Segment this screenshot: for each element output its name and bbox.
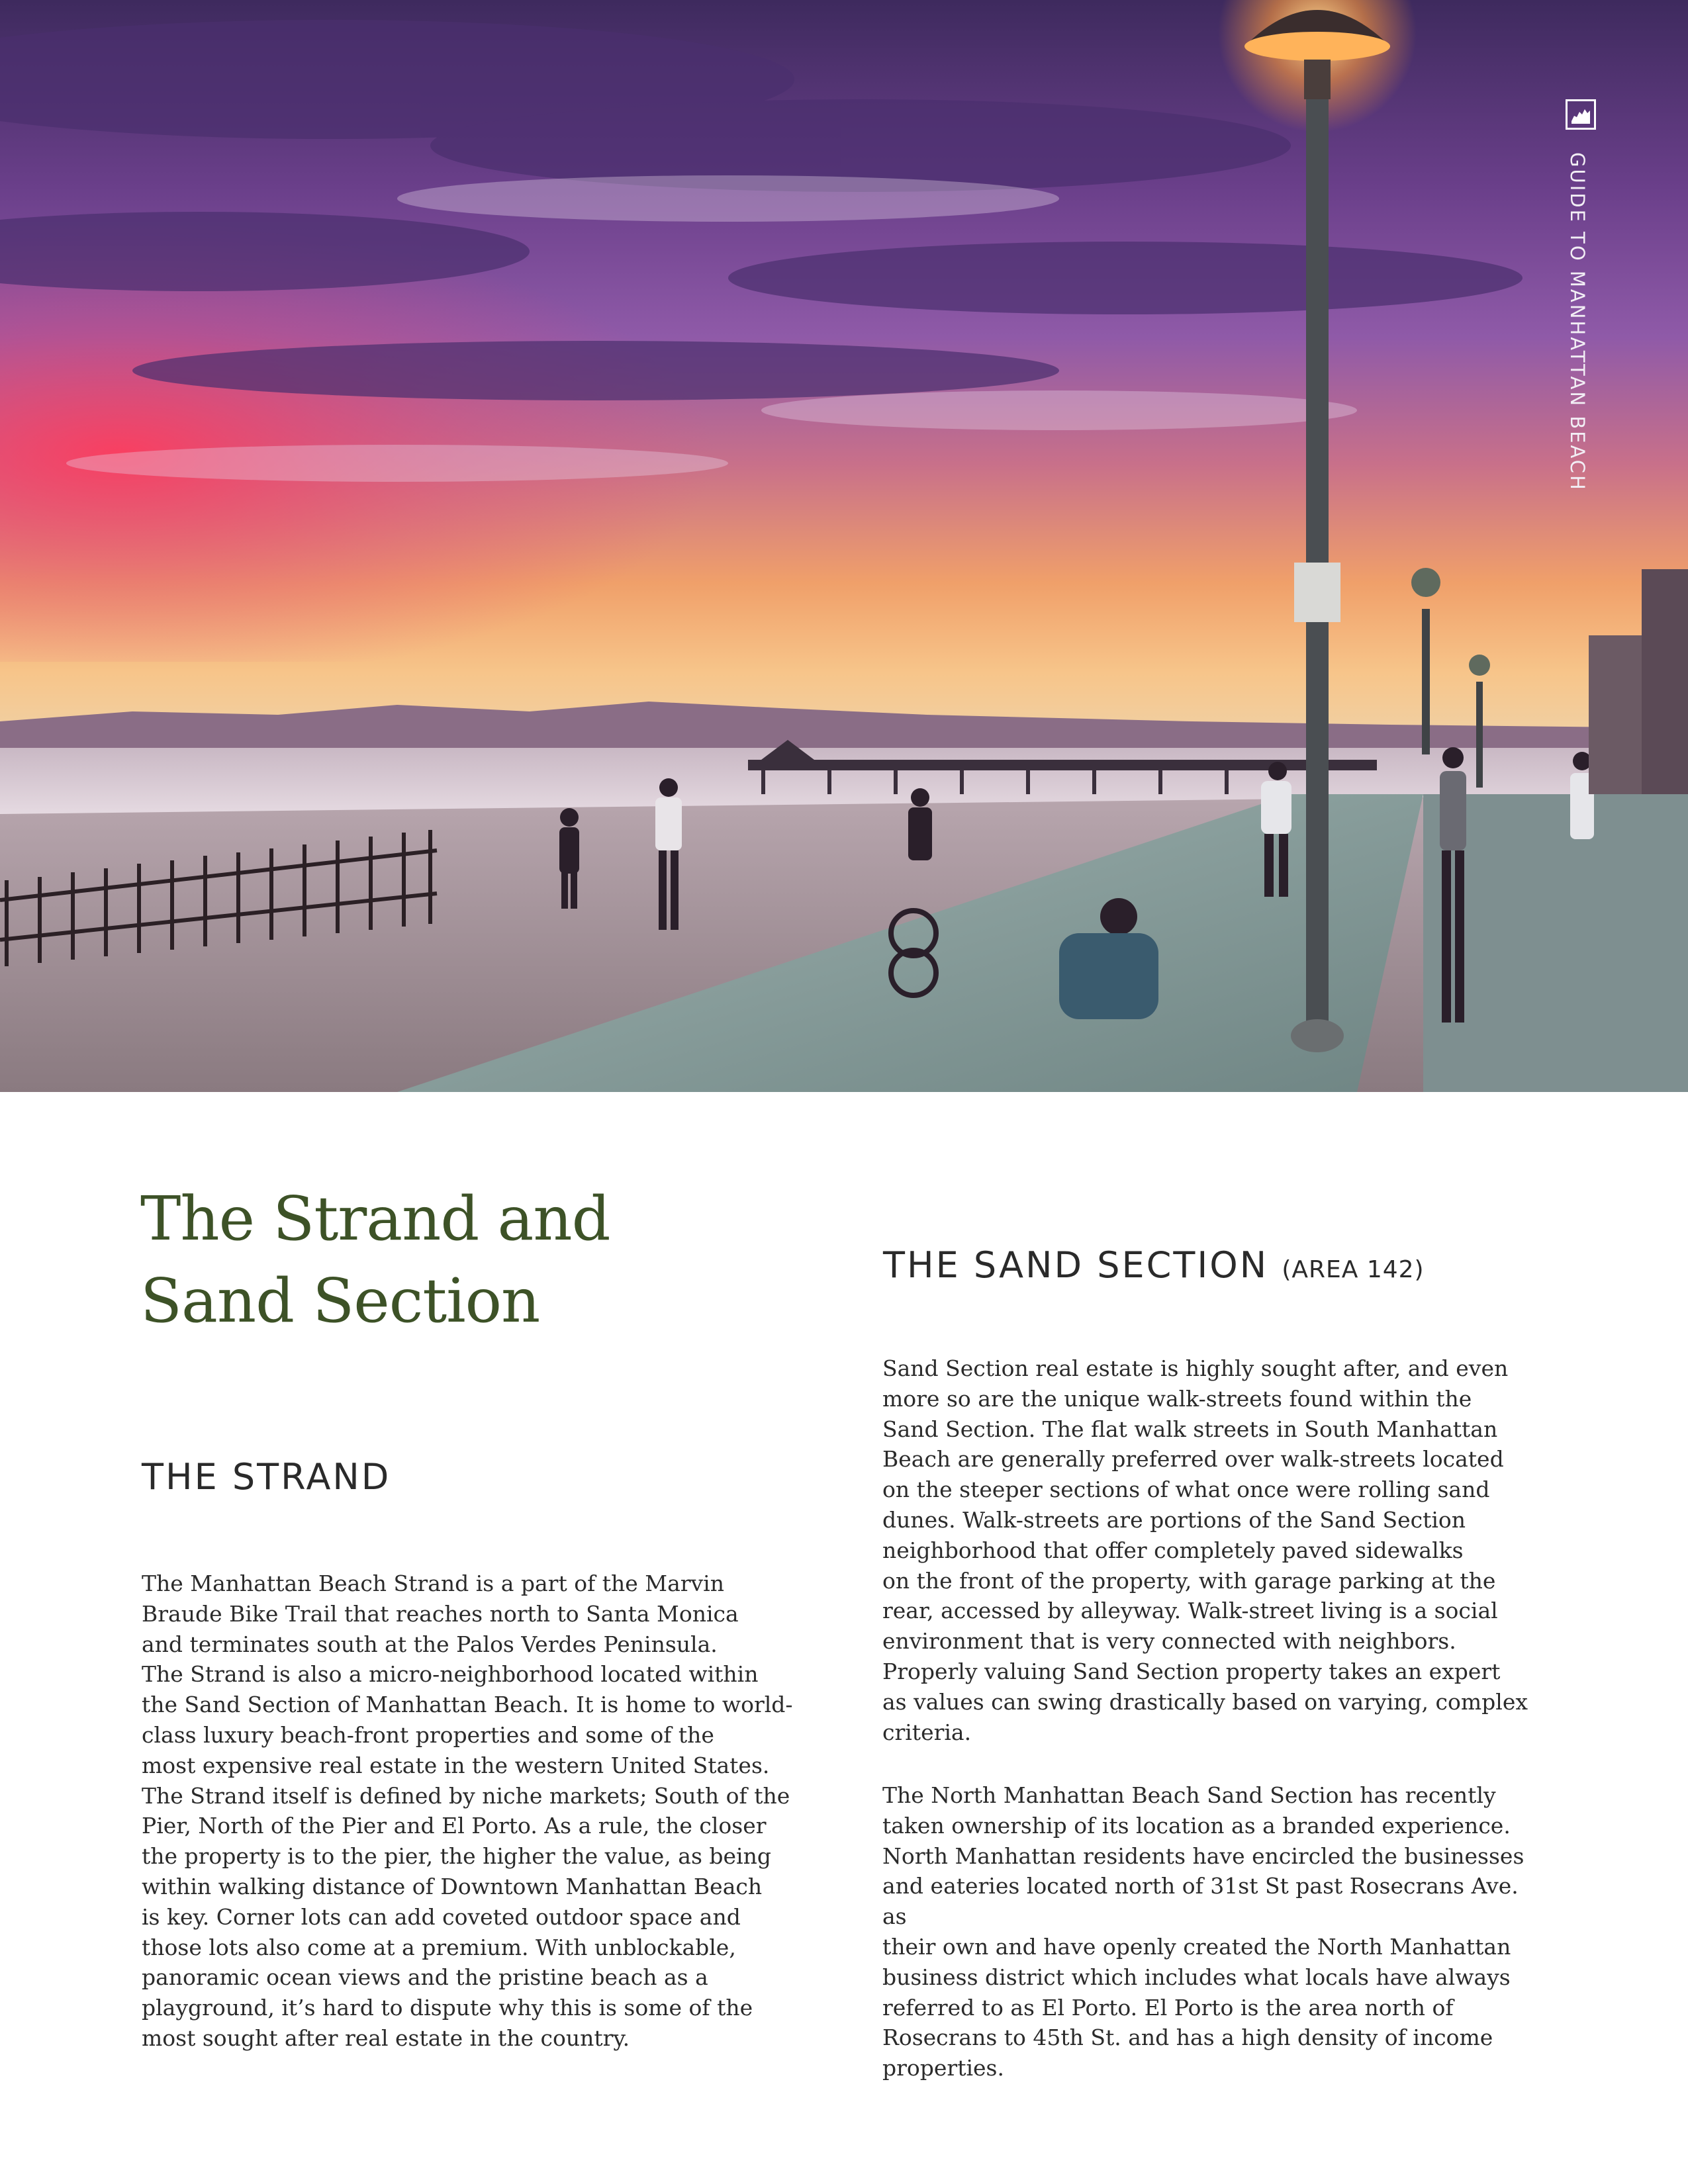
text-line: Pier, North of the Pier and El Porto. As a rule, the closer <box>142 1813 767 1839</box>
text-line: Braude Bike Trail that reaches north to Santa Monica <box>142 1600 739 1627</box>
guide-label: GUIDE TO MANHATTAN BEACH <box>1566 152 1589 492</box>
text-line: Sand Section. The flat walk streets in South Manhattan <box>882 1416 1498 1442</box>
strand-body <box>142 1569 804 2054</box>
page-title <box>140 1178 736 1342</box>
text-line: environment that is very connected with neighbors. <box>882 1628 1456 1655</box>
text-line: rear, accessed by alleyway. Walk-street living is a social <box>882 1598 1498 1624</box>
side-tag <box>1562 99 1602 492</box>
sand-section-heading <box>883 1244 1425 1286</box>
text-line: panoramic ocean views and the pristine beach as a <box>142 1964 708 1991</box>
text-line: Rosecrans to 45th St. and has a high density of income <box>882 2025 1493 2051</box>
text-line: business district which includes what locals have always <box>882 1964 1511 1990</box>
text-line: those lots also come at a premium. With unblockable, <box>142 1934 736 1960</box>
title-line-2: Sand Section <box>140 1265 540 1336</box>
text-line: is key. Corner lots can add coveted outdoor space and <box>142 1903 741 1930</box>
text-line: neighborhood that offer completely paved sidewalks <box>882 1537 1464 1563</box>
text-line: the Sand Section of Manhattan Beach. It is home to world- <box>142 1692 793 1718</box>
text-line: playground, it’s hard to dispute why this is some of the <box>142 1995 753 2021</box>
text-line: criteria. <box>882 1719 972 1745</box>
text-line: most expensive real estate in the western United States. <box>142 1752 770 1778</box>
text-line: on the front of the property, with garage parking at the <box>882 1567 1496 1594</box>
title-line-1: The Strand and <box>140 1183 610 1254</box>
text-line: The Strand itself is defined by niche markets; South of the <box>142 1782 790 1809</box>
text-line: the property is to the pier, the higher the value, as being <box>142 1843 771 1870</box>
text-line: Beach are generally preferred over walk-streets located <box>882 1446 1504 1473</box>
strand-heading: THE STRAND <box>142 1456 391 1498</box>
text-line: referred to as El Porto. El Porto is the area north of <box>882 1994 1454 2021</box>
sand-heading-area: (AREA 142) <box>1282 1256 1425 1283</box>
text-line: more so are the unique walk-streets found within the <box>882 1385 1472 1412</box>
sand-section-paragraph-1 <box>882 1353 1544 1747</box>
text-line: The Manhattan Beach Strand is a part of the Marvin <box>142 1570 724 1596</box>
text-line: their own and have openly created the North Manhattan <box>882 1933 1511 1960</box>
text-line: The Strand is also a micro-neighborhood located within <box>142 1661 759 1688</box>
text-line: most sought after real estate in the country. <box>142 2025 630 2051</box>
text-line: North Manhattan residents have encircled the businesses <box>882 1843 1524 1869</box>
text-line: dunes. Walk-streets are portions of the Sand Section <box>882 1506 1466 1533</box>
text-line: and terminates south at the Palos Verdes Peninsula. <box>142 1631 718 1657</box>
text-line: Properly valuing Sand Section property takes an expert <box>882 1658 1501 1684</box>
text-line: taken ownership of its location as a branded experience. <box>882 1812 1511 1839</box>
text-line: The North Manhattan Beach Sand Section has recently <box>882 1782 1496 1808</box>
sand-heading-main: THE SAND SECTION <box>883 1244 1269 1286</box>
text-line: properties. <box>882 2055 1004 2081</box>
text-line: Sand Section real estate is highly sought after, and even <box>882 1355 1509 1381</box>
text-line: on the steeper sections of what once were rolling sand <box>882 1477 1490 1503</box>
coastline-logo-icon <box>1566 99 1596 130</box>
sand-section-paragraph-2 <box>882 1780 1544 2083</box>
text-line: class luxury beach-front properties and some of the <box>142 1721 714 1748</box>
text-line: within walking distance of Downtown Manhattan Beach <box>142 1873 763 1899</box>
text-line: as values can swing drastically based on varying, complex <box>882 1688 1528 1715</box>
text-line: and eateries located north of 31st St past Rosecrans Ave. as <box>882 1873 1519 1930</box>
